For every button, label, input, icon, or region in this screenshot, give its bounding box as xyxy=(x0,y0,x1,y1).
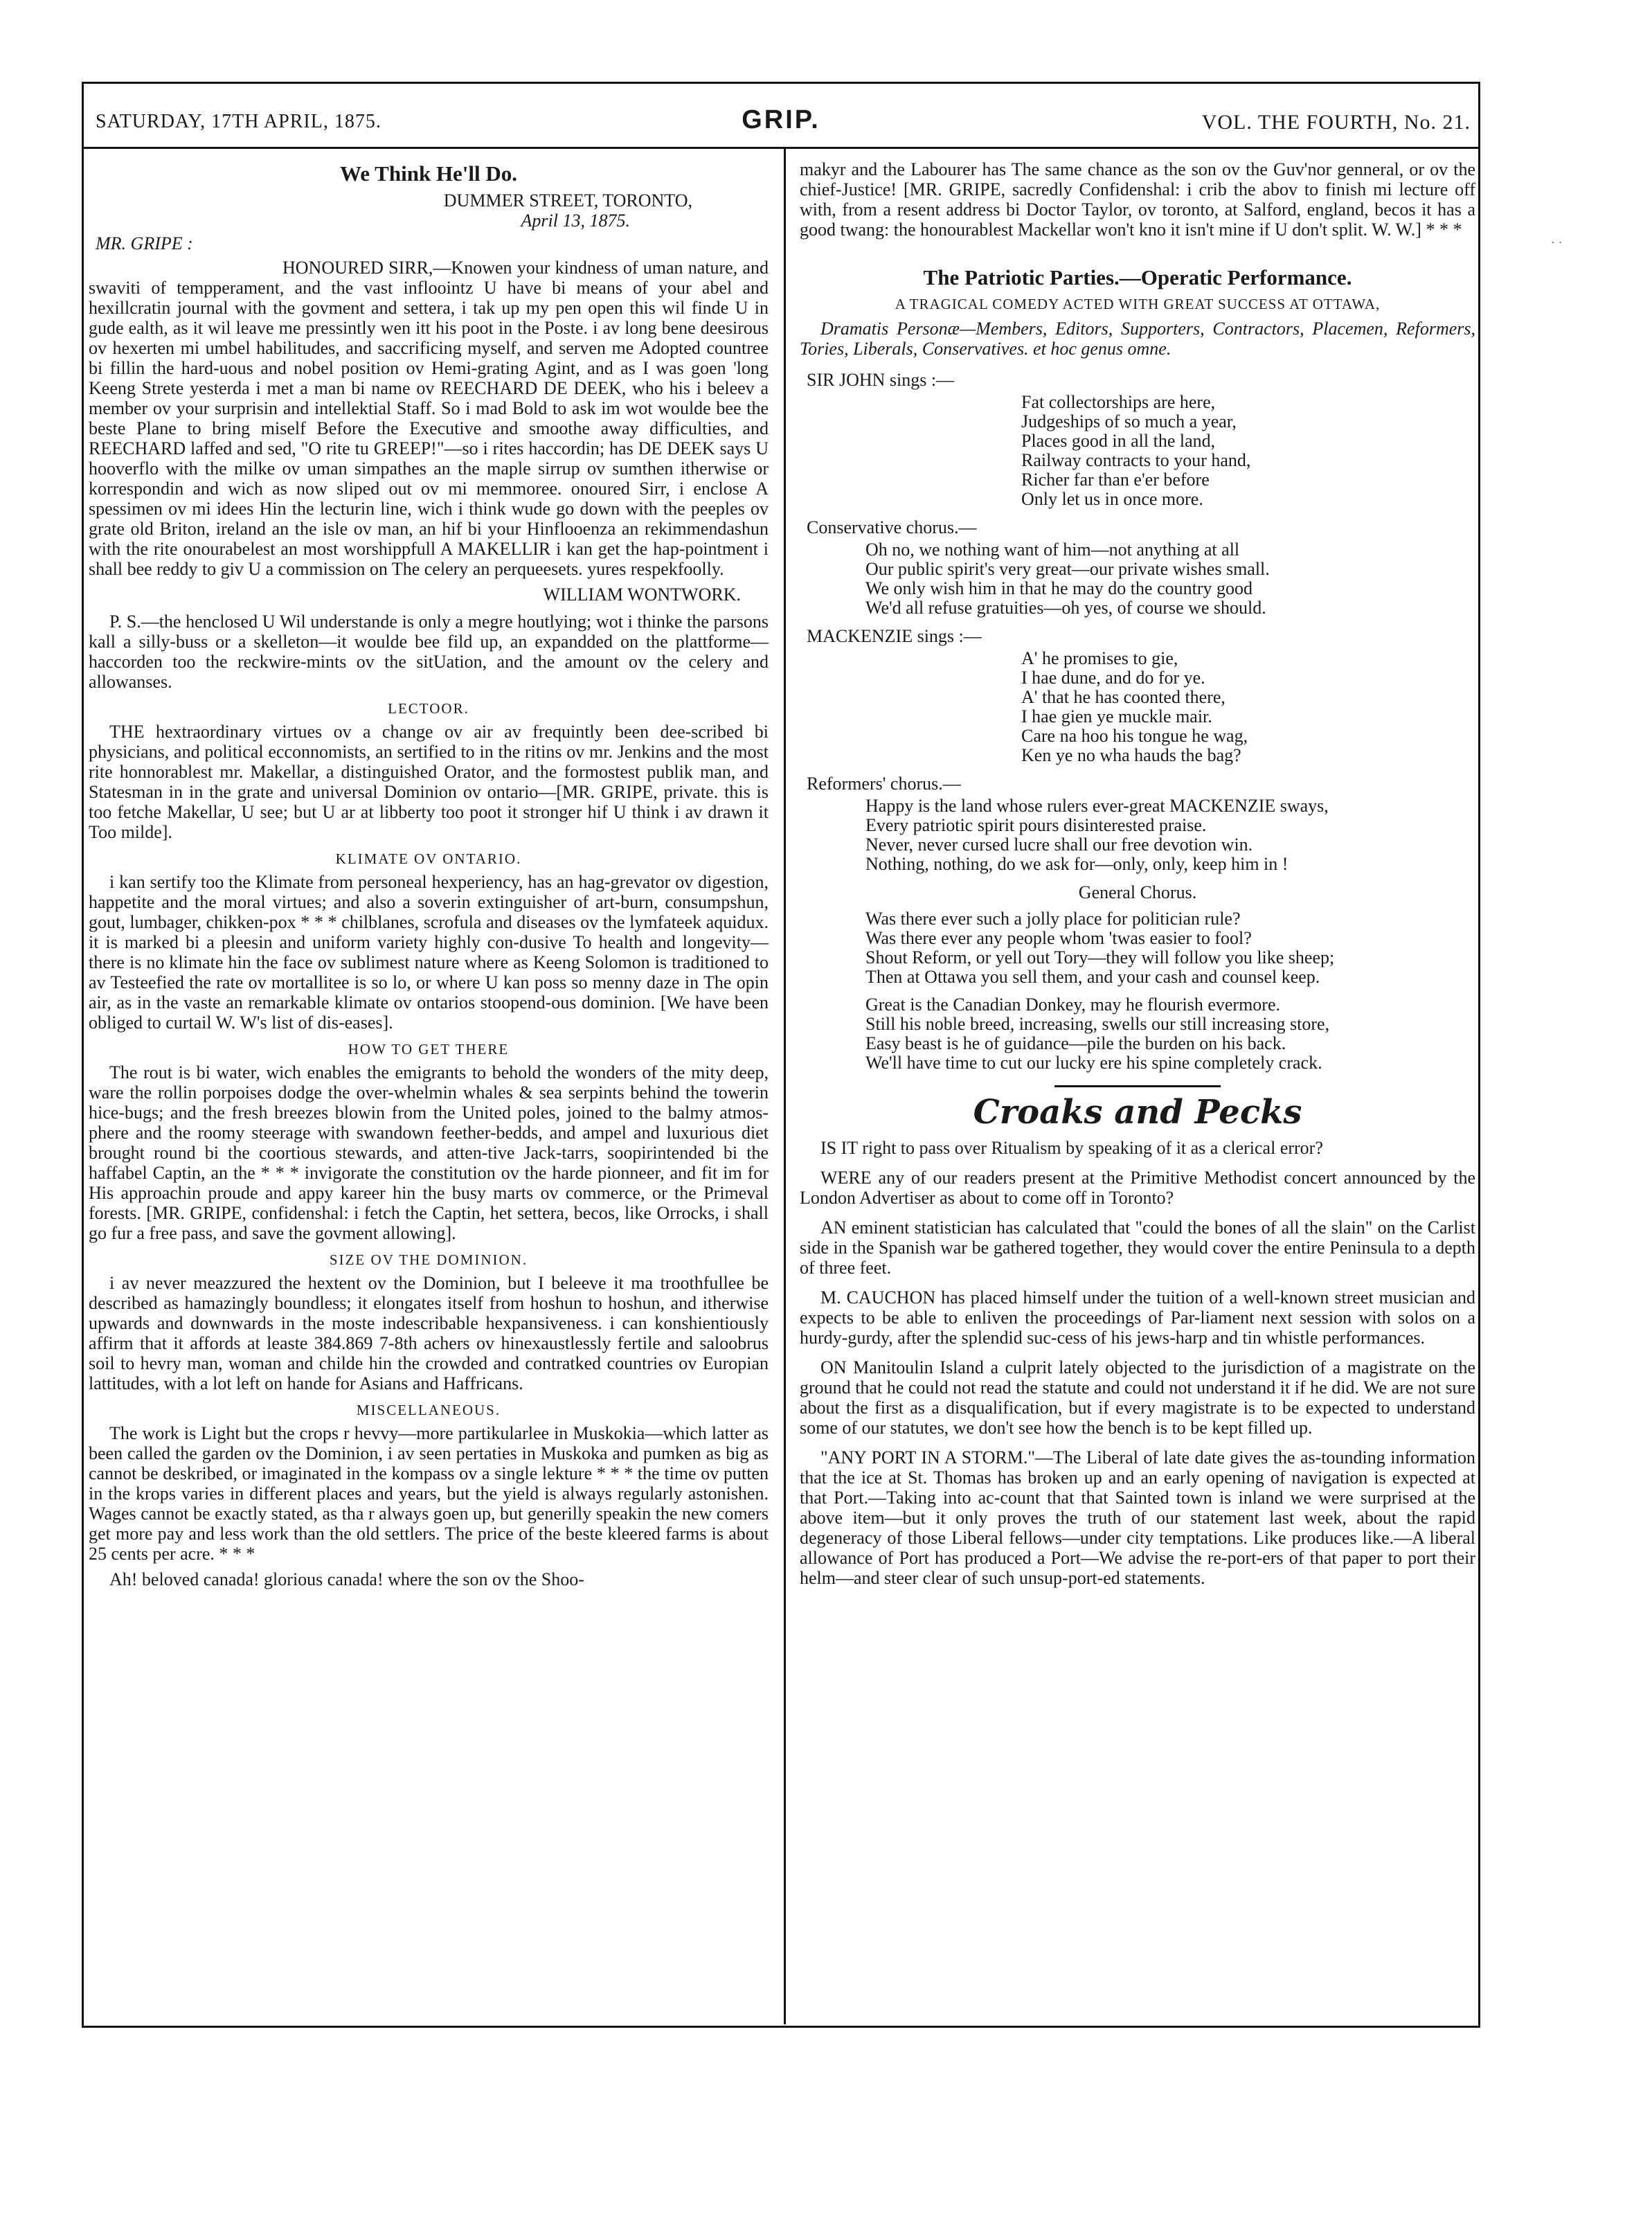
croak-item: AN eminent statistician has calculated that "could the bones of all the slain" on the Carlist side in the Spanish war be gathered together, they would cover the entire Peninsula to a depth of three feet. xyxy=(800,1217,1475,1278)
verse-line: Nothing, nothing, do we ask for—only, only, keep him in ! xyxy=(865,854,1289,874)
sir-john-label: SIR JOHN sings :— xyxy=(807,370,955,390)
operatic-subtitle: A TRAGICAL COMEDY ACTED WITH GREAT SUCCESS AT OTTAWA, xyxy=(895,296,1381,312)
croak-item: ON Manitoulin Island a culprit lately objected to the jurisdiction of a magistrate on the ground that he could not read the statute and could not understand it if he did. We are not sure about the first as a disqualification, but if every magistrate is to be expected to understand some of our statutes, we don't see how the bench is to be kept filled up. xyxy=(800,1357,1475,1438)
size-text: i av never meazzured the hextent ov the Dominion, but I beleeve it ma troothfullee be described as hamazingly boundless; it elongates itself from hoshun to hoshun, and itherwise upwards and downwards in the moste indescribable hexpansiveness. i can konshientiously affirm that it affords at leaste 384.869 7-8th achers ov hinexaustlessly fertile and saloobrus soil to hevry man, woman and childe hin the crowded and contratked countries ov Europian lattitudes, with a lot left on hande for Asians and Haffricans. xyxy=(89,1273,769,1393)
verse-line: We'll have time to cut our lucky ere his spine completely crack. xyxy=(865,1053,1322,1073)
issue-date: SATURDAY, 17TH APRIL, 1875. xyxy=(96,111,381,132)
right-column xyxy=(800,159,1475,1598)
continuation-text: makyr and the Labourer has The same chance as the son ov the Guv'nor genneral, or ov the chief-Justice! [MR. GRIPE, sacredly Confidenshal: i crib the abov to finish mi lecture off with, from a resent address bi Doctor Taylor, ov toronto, at Salford, england, becos it has a good twang: the honourablest Mackellar won't kno it isn't mine if U don't split. W. W.] * * * xyxy=(800,159,1475,240)
left-column xyxy=(89,159,769,1595)
verse-line: A' that he has coonted there, xyxy=(1021,687,1225,707)
operatic-title: The Patriotic Parties.—Operatic Performance. xyxy=(923,265,1352,289)
general-chorus-verse-2 xyxy=(800,995,1475,1073)
verse-line: Every patriotic spirit pours disinterested praise. xyxy=(865,815,1207,835)
general-chorus-verse xyxy=(800,909,1475,987)
lecture-heading: LECTOOR. xyxy=(388,700,469,717)
verse-line: Railway contracts to your hand, xyxy=(1021,450,1251,470)
letter-title: We Think He'll Do. xyxy=(339,161,518,186)
masthead xyxy=(82,104,1480,145)
croak-item: IS IT right to pass over Ritualism by speaking of it as a clerical error? xyxy=(820,1138,1323,1158)
croak-item: "ANY PORT IN A STORM."—The Liberal of late date gives the as-tounding information that the ice at St. Thomas has broken up and an early opening of navigation is expected at that Port.—Taking into ac-count that that Sainted town is inland we were surprised at the above item—but it only proves the truth of our statement last week, about the rapid degeneracy of those Liberal fellows—under city temptations. Like produces like.—A liberal allowance of Port has produced a Port—We advise the re-port-ers of that paper to port their helm—and steer clear of such unsup-port-ed statements. xyxy=(800,1447,1475,1588)
masthead-rule xyxy=(82,147,1480,149)
size-heading: SIZE OV THE DOMINION. xyxy=(329,1251,528,1268)
verse-line: A' he promises to gie, xyxy=(1021,648,1178,668)
section-rule xyxy=(1054,1085,1221,1087)
klimate-text: i kan sertify too the Klimate from personeal hexperiency, has an hag-grevator ov digestion, happetite and the moral virtues; and also a soverin extinguisher of art-burn, consumpshun, gout, lumbager, chikken-pox * * * chilblanes, scrofula and diseases ov the lymfateek aquidux. it is marked bi a pleesin and uniform variety highly con-dusive To health and longevity—there is no klimate hin the face ov sublimest nature where as Keeng Solomon is traditioned to av Testeefied the rate ov mortallitee is so lo, or where U kan poss so menny daze in The opin air, as in the vaste an remarkable klimate ov ontarios stoopend-ous dominion. [We have been obliged to curtail W. W's list of dis-eases]. xyxy=(89,872,769,1033)
verse-line: Fat collectorships are here, xyxy=(1021,392,1216,412)
sir-john-verse xyxy=(800,393,1475,509)
verse-line: Great is the Canadian Donkey, may he flourish evermore. xyxy=(865,994,1281,1015)
verse-line: I hae gien ye muckle mair. xyxy=(1021,706,1212,726)
verse-line: Then at Ottawa you sell them, and your cash and counsel keep. xyxy=(865,967,1320,987)
letter-body: HONOURED SIRR,—Knowen your kindness of uman nature, and swaviti of tempperament, and the vast infloointz U have bi means of your abel and hexillcratin journal with the govment and settera, i tak up my pen open this wil finde U in gude ealth, as it wil leave me pressintly wen itt his poot in the Poste. i av long bene deesirous ov hexerten mi umbel habilitudes, and saccrificing myself, and serven me Adopted countree bi fillin the hard-uous and nobel position ov Hemi-grating Agint, and as I was goen 'long Keeng Strete yesterda i met a man bi name ov REECHARD DE DEEK, who his i beleev a member ov your surprisin and intellektial Staff. So i mad Bold to ask im wot woulde bee the beste Plane to bring miself Before the Executive and smoothe away difficulties, and REECHARD laffed and sed, "O rite tu GREEP!"—so i rites haccordin; has DE DEEK says U hooverflo with the milke ov uman simpathes an the maple sirrup ov sumthen itherwise or korrespondin and wich as now sliped out ov mi memmoree. onoured Sirr, i enclose A spessimen ov mi idees Hin the lecturin line, wich i think wude go down with the peeples ov grate old Briton, ireland an the isle ov man, an hif bi your Hinflooenza an rekimmendashun with the rite onourabelest an most worshippfull A MAKELLIR i kan get the hap-pointment i shall bee reddy to giv U a commission on The celery an perqueesets. yures respekfoolly. xyxy=(89,258,769,579)
croak-item: M. CAUCHON has placed himself under the tuition of a well-known street musician and expects to be able to enliven the proceedings of Par-liament next session with solos on a hurdy-gurdy, after the splendid suc-cess of his jews-harp and tin whistle performances. xyxy=(800,1287,1475,1348)
verse-line: Richer far than e'er before xyxy=(1021,470,1210,490)
letter-address: DUMMER STREET, TORONTO, xyxy=(443,190,692,211)
verse-line: Never, never cursed lucre shall our free devotion win. xyxy=(865,835,1253,855)
mackenzie-label: MACKENZIE sings :— xyxy=(807,626,982,646)
verse-line: Judgeships of so much a year, xyxy=(1021,411,1237,431)
verse-line: Easy beast is he of guidance—pile the burden on his back. xyxy=(865,1033,1286,1053)
margin-mark: · · xyxy=(1551,235,1563,249)
getthere-heading: HOW TO GET THERE xyxy=(348,1041,510,1058)
croaks-heading: Croaks and Pecks xyxy=(973,1093,1302,1132)
reformers-chorus-label: Reformers' chorus.— xyxy=(807,774,961,794)
verse-line: Still his noble breed, increasing, swells our still increasing store, xyxy=(865,1014,1330,1034)
letter-date: April 13, 1875. xyxy=(521,211,630,231)
verse-line: Oh no, we nothing want of him—not anything at all xyxy=(865,539,1240,560)
verse-line: We only wish him in that he may do the country good xyxy=(865,578,1253,598)
letter-salutation: MR. GRIPE : xyxy=(96,233,193,253)
misc-text: The work is Light but the crops r hevvy—more partikularlee in Muskokia—which latter as been called the garden ov the Dominion, i av seen pertaties in Muskoka and pumken as big as cannot be deskribed, or imaginated in the kompass ov a single lekture * * * the time ov putten in the krops varies in different places and years, but the yield is always regularly astonishen. Wages cannot be exactly stated, as tha r always goen up, but generilly speakin the new comers get more pay and less work than the old settlers. The price of the beste kleered farms is about 25 cents per acre. * * * xyxy=(89,1423,769,1564)
letter-postscript: P. S.—the henclosed U Wil understande is only a megre houtlying; wot i thinke the parsons kall a silly-buss or a skelleton—it woulde bee fild up, an expandded on the plattforme—haccorden too the reckwire-mints ov the sitUation, and the amount ov the celery and allowanses. xyxy=(89,612,769,692)
verse-line: We'd all refuse gratuities—oh yes, of course we should. xyxy=(865,598,1266,618)
lecture-text: THE hextraordinary virtues ov a change ov air av frequintly been dee-scribed bi physicians, and political ecconnomists, an sertified to in the ritins ov mr. Jenkins and the most rite honnorablest mr. Makellar, a distinguished Orator, and the formostest publik man, and Statesman in in the grate and universal Dominion ov ontario—[MR. GRIPE, private. this is too fetche Makellar, U see; but U ar at libberty too poot it stronger hif U think i av drawn it Too milde]. xyxy=(89,722,769,842)
verse-line: Happy is the land whose rulers ever-great MACKENZIE sways, xyxy=(865,796,1329,816)
reformers-chorus-verse xyxy=(800,796,1475,874)
dramatis-personae: Dramatis Personæ—Members, Editors, Supporters, Contractors, Placemen, Reformers, Tories, Liberals, Conservatives. et hoc genus omne. xyxy=(800,319,1475,359)
column-divider xyxy=(784,149,786,2024)
verse-line: Ken ye no wha hauds the bag? xyxy=(1021,745,1241,765)
general-chorus-label: General Chorus. xyxy=(1078,882,1197,902)
klimate-heading: KLIMATE OV ONTARIO. xyxy=(335,850,522,867)
misc-heading: MISCELLANEOUS. xyxy=(356,1402,501,1418)
getthere-text: The rout is bi water, wich enables the emigrants to behold the wonders of the mity deep, ware the rollin porpoises dodge the over-whelmin whales & sea serpints behind the towerin hice-bugs; and the fresh breezes blowin from the United poles, joined to the balmy atmos-phere and the roomy steerage with swandown feether-bedds, and ampel and luxurious diet brought round bi the coortious stewards, and atten-tive Jack-tarrs, soopirintended bi the haffabel Captin, an the * * * invigorate the constitution ov the harde pionneer, and fit im for His approachin proude and appy kareer hin the busy marts ov commerce, or the Primeval forests. [MR. GRIPE, confidenshal: i fetch the Captin, het settera, becos, like Orrocks, i shall go fur a free pass, and save the govment allowing]. xyxy=(89,1062,769,1243)
verse-line: Only let us in once more. xyxy=(1021,489,1203,509)
misc-closing: Ah! beloved canada! glorious canada! where the son ov the Shoo- xyxy=(109,1569,584,1589)
verse-line: I hae dune, and do for ye. xyxy=(1021,668,1205,688)
mackenzie-verse xyxy=(800,649,1475,765)
volume-number: VOL. THE FOURTH, No. 21. xyxy=(1201,111,1471,134)
conservative-chorus-verse xyxy=(800,540,1475,618)
verse-line: Places good in all the land, xyxy=(1021,431,1216,451)
verse-line: Our public spirit's very great—our private wishes small. xyxy=(865,559,1270,579)
verse-line: Was there ever any people whom 'twas easier to fool? xyxy=(865,928,1252,948)
paper-title: GRIP. xyxy=(742,105,820,134)
verse-line: Shout Reform, or yell out Tory—they will follow you like sheep; xyxy=(865,947,1335,967)
conservative-chorus-label: Conservative chorus.— xyxy=(807,517,977,537)
verse-line: Was there ever such a jolly place for politician rule? xyxy=(865,909,1241,929)
verse-line: Care na hoo his tongue he wag, xyxy=(1021,726,1248,746)
croak-item: WERE any of our readers present at the Primitive Methodist concert announced by the London Advertiser as about to come off in Toronto? xyxy=(800,1168,1475,1208)
letter-signature: WILLIAM WONTWORK. xyxy=(543,585,741,605)
